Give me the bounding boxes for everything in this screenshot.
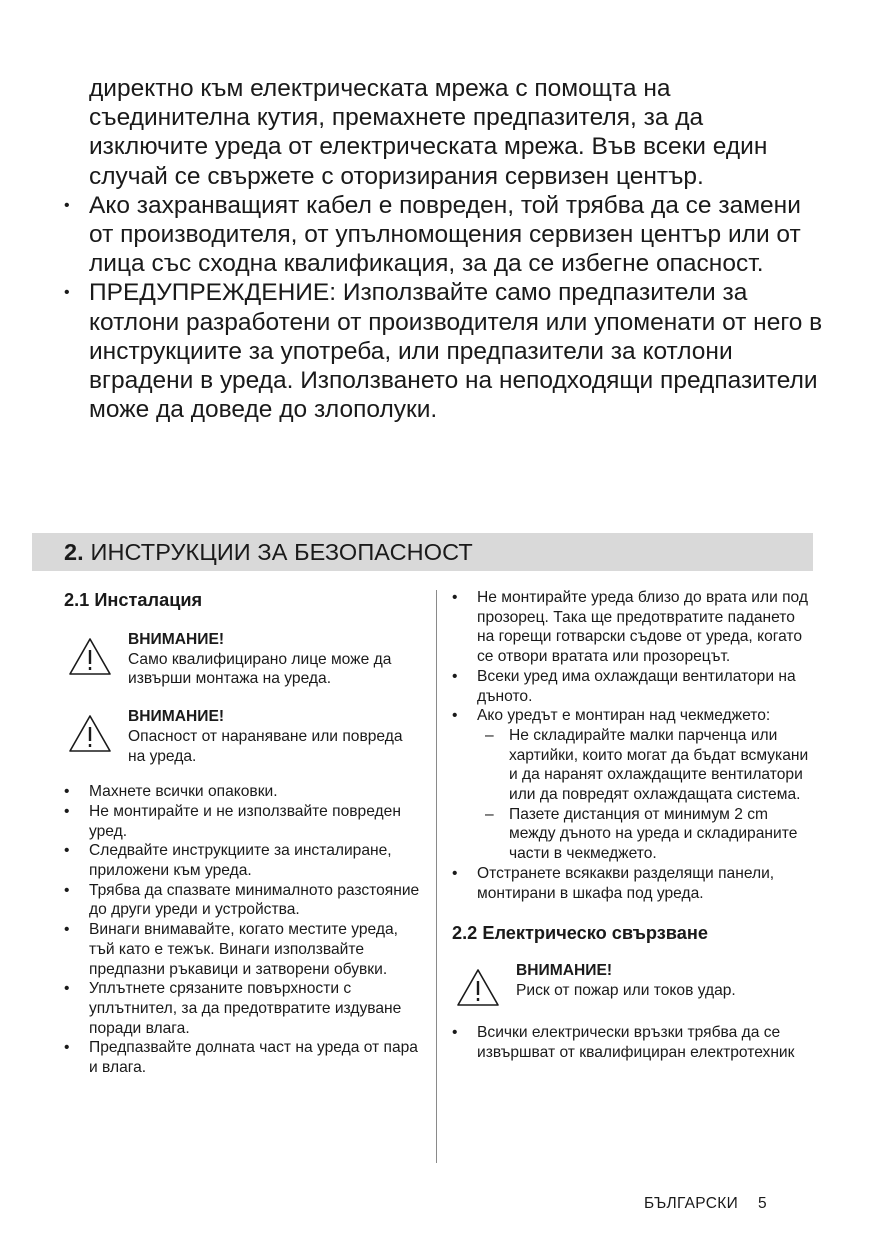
warning-box: [64, 707, 424, 766]
installation-title: 2.1 Инсталация: [64, 590, 203, 610]
page-number: 5: [758, 1195, 767, 1212]
sublist-item: – Не складирайте малки парченца или хартийки, които могат да бъдат всмукани и да наранят охлаждащите вентилатори или да повредят охлаждащата система.: [477, 726, 814, 805]
installation-bullet-list-continued: [452, 588, 814, 903]
list-item: • Махнете всички опаковки.: [64, 782, 424, 802]
warning-title: ВНИМАНИЕ!: [128, 708, 225, 726]
warning-text: Опасност от нараняване или повреда на уреда.: [128, 727, 403, 765]
section-number: 2.: [64, 539, 84, 565]
warning-box: [452, 961, 814, 1009]
list-item: • Винаги внимавайте, когато местите уреда, тъй като е тежък. Винаги използвайте предпазни ръкавици и затворени обувки.: [64, 920, 424, 979]
warning-title: ВНИМАНИЕ!: [128, 631, 225, 648]
list-item: • Отстранете всякакви разделящи панели, монтирани в шкафа под уреда.: [452, 864, 814, 903]
left-column: [64, 588, 424, 1078]
footer-language: БЪЛГАРСКИ: [644, 1195, 739, 1212]
electrical-title: 2.2 Електрическо свързване: [452, 923, 708, 944]
warning-triangle-icon: [68, 713, 112, 753]
warning-title: ВНИМАНИЕ!: [516, 962, 613, 980]
drawer-sublist: [477, 726, 814, 864]
list-item: • Уплътнете срязаните повърхности с уплътнител, за да предотвратите издуване поради влага.: [64, 979, 424, 1038]
intro-bullet: • ПРЕДУПРЕЖДЕНИЕ: Използвайте само предпазители за котлони разработени от производителя или упоменати от него в инструкциите за употреба, или предпазители за котлони вградени в уреда. Използването на неподходящи предпазители може да доведе до злополуки.: [64, 278, 824, 424]
sublist-item: – Пазете дистанция от минимум 2 cm между дъното на уреда и складираните части в чекмеджето.: [477, 805, 814, 864]
list-item: • Не монтирайте и не използвайте повреден уред.: [64, 802, 424, 841]
warning-text: Само квалифицирано лице може да извърши монтажа на уреда.: [128, 650, 392, 688]
list-item: • Всички електрически връзки трябва да се извършват от квалифициран електротехник: [452, 1023, 814, 1062]
section-heading: [32, 533, 813, 571]
installation-bullet-list: [64, 782, 424, 1078]
list-item: • Следвайте инструкциите за инсталиране, приложени към уреда.: [64, 841, 424, 880]
list-item: [452, 706, 814, 864]
right-column: [452, 588, 814, 1063]
list-item: • Всеки уред има охлаждащи вентилатори на дъното.: [452, 667, 814, 706]
page-footer: [644, 1194, 767, 1214]
intro-bullet: • Ако захранващият кабел е повреден, той трябва да се замени от производителя, от упълномощения сервизен център или от лица със сходна квалификация, за да се избегне опасност.: [64, 191, 824, 279]
intro-text: [64, 74, 824, 424]
warning-box: [64, 630, 424, 689]
list-item-text: Ако уредът е монтиран над чекмеджето:: [477, 707, 771, 725]
list-item: • Предпазвайте долната част на уреда от пара и влага.: [64, 1038, 424, 1077]
electrical-bullet-list: [452, 1023, 814, 1062]
list-item: • Трябва да спазвате минималното разстояние до други уреди и устройства.: [64, 881, 424, 920]
list-item: • Не монтирайте уреда близо до врата или под прозорец. Така ще предотвратите падането на горещи готварски съдове от уреда, когато се отвори вратата или прозорецът.: [452, 588, 814, 667]
intro-bullet-list: [64, 191, 824, 425]
section-title: ИНСТРУКЦИИ ЗА БЕЗОПАСНОСТ: [90, 539, 473, 565]
column-divider: [436, 590, 437, 1163]
intro-continuation: директно към електрическата мрежа с помощта на съединителна кутия, премахнете предпазителя, за да изключите уреда от електрическата мрежа. Във всеки един случай се свържете с оторизирания сервизен център.: [89, 75, 768, 190]
warning-triangle-icon: [68, 636, 112, 676]
warning-text: Риск от пожар или токов удар.: [516, 981, 736, 999]
warning-triangle-icon: [456, 967, 500, 1007]
